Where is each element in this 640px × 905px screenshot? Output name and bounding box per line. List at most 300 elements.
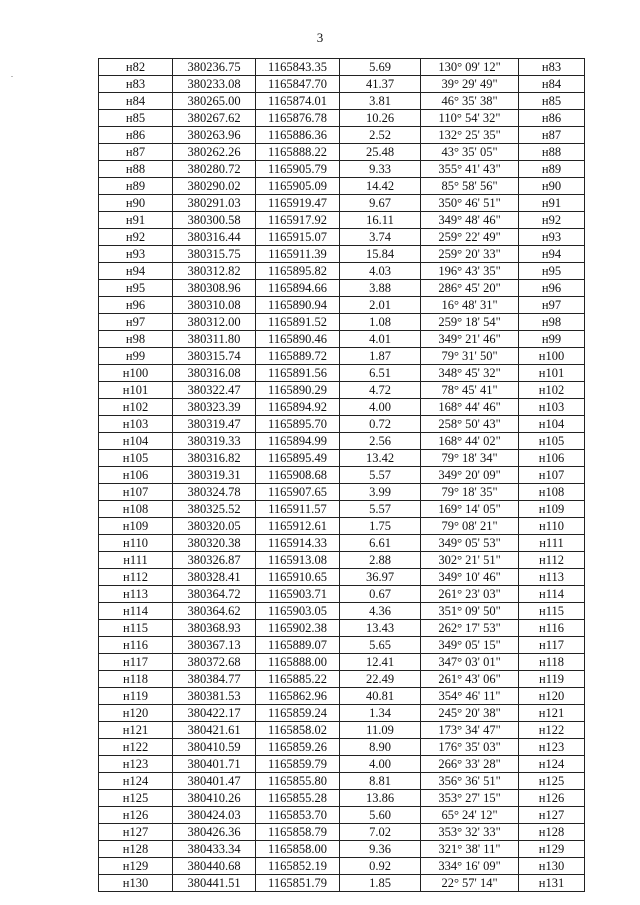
cell-coord-x: 380265.00 [173, 93, 256, 110]
table-row [99, 450, 585, 467]
cell-coord-x: 380401.47 [173, 773, 256, 790]
cell-coord-y: 1165858.79 [256, 824, 340, 841]
cell-coord-y: 1165890.94 [256, 297, 340, 314]
cell-coord-x: 380280.72 [173, 161, 256, 178]
cell-point-to: н88 [519, 144, 585, 161]
cell-coord-x: 380308.96 [173, 280, 256, 297]
cell-coord-x: 380372.68 [173, 654, 256, 671]
cell-point-from: н91 [99, 212, 173, 229]
cell-point-to: н91 [519, 195, 585, 212]
cell-direction-angle: 356° 36' 51" [421, 773, 519, 790]
cell-coord-x: 380319.33 [173, 433, 256, 450]
cell-coord-x: 380401.71 [173, 756, 256, 773]
cell-direction-angle: 349° 10' 46" [421, 569, 519, 586]
cell-point-from: н84 [99, 93, 173, 110]
cell-distance: 9.67 [340, 195, 421, 212]
cell-coord-y: 1165912.61 [256, 518, 340, 535]
cell-coord-x: 380315.75 [173, 246, 256, 263]
cell-direction-angle: 176° 35' 03" [421, 739, 519, 756]
table-row [99, 620, 585, 637]
cell-point-to: н93 [519, 229, 585, 246]
cell-direction-angle: 78° 45' 41" [421, 382, 519, 399]
cell-coord-y: 1165890.29 [256, 382, 340, 399]
cell-point-to: н100 [519, 348, 585, 365]
cell-point-from: н108 [99, 501, 173, 518]
table-row [99, 229, 585, 246]
cell-point-to: н105 [519, 433, 585, 450]
cell-direction-angle: 350° 46' 51" [421, 195, 519, 212]
cell-coord-x: 380291.03 [173, 195, 256, 212]
cell-point-from: н87 [99, 144, 173, 161]
cell-direction-angle: 353° 27' 15" [421, 790, 519, 807]
cell-point-from: н114 [99, 603, 173, 620]
cell-distance: 1.08 [340, 314, 421, 331]
cell-coord-y: 1165902.38 [256, 620, 340, 637]
cell-direction-angle: 43° 35' 05" [421, 144, 519, 161]
table-row [99, 127, 585, 144]
table-row [99, 110, 585, 127]
cell-point-to: н94 [519, 246, 585, 263]
cell-point-to: н122 [519, 722, 585, 739]
table-row [99, 382, 585, 399]
cell-point-to: н113 [519, 569, 585, 586]
cell-coord-y: 1165889.07 [256, 637, 340, 654]
cell-point-from: н86 [99, 127, 173, 144]
table-row [99, 433, 585, 450]
cell-coord-y: 1165843.35 [256, 59, 340, 76]
cell-point-from: н123 [99, 756, 173, 773]
cell-coord-y: 1165855.28 [256, 790, 340, 807]
cell-distance: 2.01 [340, 297, 421, 314]
cell-coord-y: 1165913.08 [256, 552, 340, 569]
table-row [99, 824, 585, 841]
cell-direction-angle: 130° 09' 12" [421, 59, 519, 76]
cell-point-to: н128 [519, 824, 585, 841]
cell-point-from: н89 [99, 178, 173, 195]
cell-point-from: н96 [99, 297, 173, 314]
cell-distance: 8.81 [340, 773, 421, 790]
cell-point-to: н130 [519, 858, 585, 875]
table-row [99, 467, 585, 484]
cell-distance: 1.85 [340, 875, 421, 892]
cell-coord-x: 380422.17 [173, 705, 256, 722]
table-row [99, 603, 585, 620]
cell-point-to: н87 [519, 127, 585, 144]
cell-direction-angle: 355° 41' 43" [421, 161, 519, 178]
cell-coord-x: 380315.74 [173, 348, 256, 365]
cell-point-from: н104 [99, 433, 173, 450]
cell-distance: 1.34 [340, 705, 421, 722]
cell-coord-x: 380426.36 [173, 824, 256, 841]
cell-distance: 4.00 [340, 399, 421, 416]
cell-distance: 7.02 [340, 824, 421, 841]
cell-direction-angle: 168° 44' 46" [421, 399, 519, 416]
cell-coord-x: 380320.05 [173, 518, 256, 535]
cell-distance: 10.26 [340, 110, 421, 127]
table-row [99, 501, 585, 518]
cell-coord-x: 380410.26 [173, 790, 256, 807]
cell-distance: 3.81 [340, 93, 421, 110]
cell-point-to: н129 [519, 841, 585, 858]
cell-point-from: н125 [99, 790, 173, 807]
cell-point-from: н115 [99, 620, 173, 637]
table-row [99, 535, 585, 552]
cell-point-to: н109 [519, 501, 585, 518]
cell-distance: 40.81 [340, 688, 421, 705]
cell-distance: 4.72 [340, 382, 421, 399]
cell-point-from: н121 [99, 722, 173, 739]
cell-direction-angle: 262° 17' 53" [421, 620, 519, 637]
table-row [99, 518, 585, 535]
cell-distance: 11.09 [340, 722, 421, 739]
cell-direction-angle: 110° 54' 32" [421, 110, 519, 127]
cell-point-from: н101 [99, 382, 173, 399]
cell-direction-angle: 354° 46' 11" [421, 688, 519, 705]
table-row [99, 637, 585, 654]
cell-coord-y: 1165853.70 [256, 807, 340, 824]
cell-distance: 0.67 [340, 586, 421, 603]
cell-point-to: н108 [519, 484, 585, 501]
cell-distance: 2.88 [340, 552, 421, 569]
cell-direction-angle: 245° 20' 38" [421, 705, 519, 722]
cell-distance: 5.60 [340, 807, 421, 824]
cell-direction-angle: 349° 21' 46" [421, 331, 519, 348]
cell-point-to: н92 [519, 212, 585, 229]
cell-point-from: н126 [99, 807, 173, 824]
cell-coord-x: 380421.61 [173, 722, 256, 739]
table-row [99, 841, 585, 858]
cell-point-to: н117 [519, 637, 585, 654]
cell-distance: 4.00 [340, 756, 421, 773]
cell-coord-y: 1165885.22 [256, 671, 340, 688]
cell-coord-x: 380233.08 [173, 76, 256, 93]
cell-coord-y: 1165862.96 [256, 688, 340, 705]
cell-distance: 5.65 [340, 637, 421, 654]
cell-coord-y: 1165895.82 [256, 263, 340, 280]
cell-coord-x: 380319.47 [173, 416, 256, 433]
cell-point-from: н129 [99, 858, 173, 875]
cell-direction-angle: 349° 48' 46" [421, 212, 519, 229]
cell-distance: 4.36 [340, 603, 421, 620]
cell-coord-y: 1165847.70 [256, 76, 340, 93]
cell-coord-y: 1165911.39 [256, 246, 340, 263]
cell-coord-x: 380323.39 [173, 399, 256, 416]
cell-coord-x: 380312.82 [173, 263, 256, 280]
cell-point-to: н85 [519, 93, 585, 110]
table-row [99, 416, 585, 433]
cell-point-to: н106 [519, 450, 585, 467]
cell-point-to: н104 [519, 416, 585, 433]
table-row [99, 59, 585, 76]
cell-coord-y: 1165852.19 [256, 858, 340, 875]
cell-coord-x: 380290.02 [173, 178, 256, 195]
table-row [99, 790, 585, 807]
table-row [99, 875, 585, 892]
table-row [99, 195, 585, 212]
table-row [99, 178, 585, 195]
cell-coord-y: 1165911.57 [256, 501, 340, 518]
cell-point-to: н97 [519, 297, 585, 314]
cell-coord-y: 1165858.00 [256, 841, 340, 858]
cell-distance: 16.11 [340, 212, 421, 229]
cell-point-from: н116 [99, 637, 173, 654]
cell-coord-x: 380410.59 [173, 739, 256, 756]
cell-coord-x: 380424.03 [173, 807, 256, 824]
cell-coord-y: 1165859.24 [256, 705, 340, 722]
cell-distance: 14.42 [340, 178, 421, 195]
cell-distance: 13.42 [340, 450, 421, 467]
table-row [99, 161, 585, 178]
cell-coord-y: 1165903.71 [256, 586, 340, 603]
cell-point-to: н127 [519, 807, 585, 824]
cell-direction-angle: 79° 31' 50" [421, 348, 519, 365]
cell-direction-angle: 132° 25' 35" [421, 127, 519, 144]
cell-coord-y: 1165895.70 [256, 416, 340, 433]
cell-coord-y: 1165851.79 [256, 875, 340, 892]
cell-coord-y: 1165905.09 [256, 178, 340, 195]
cell-point-from: н93 [99, 246, 173, 263]
cell-point-to: н110 [519, 518, 585, 535]
cell-coord-y: 1165905.79 [256, 161, 340, 178]
cell-direction-angle: 347° 03' 01" [421, 654, 519, 671]
table-row [99, 858, 585, 875]
cell-point-to: н126 [519, 790, 585, 807]
cell-point-to: н116 [519, 620, 585, 637]
cell-point-to: н84 [519, 76, 585, 93]
coordinates-table-body [99, 59, 585, 892]
cell-direction-angle: 259° 18' 54" [421, 314, 519, 331]
cell-coord-x: 380263.96 [173, 127, 256, 144]
cell-distance: 0.92 [340, 858, 421, 875]
cell-direction-angle: 353° 32' 33" [421, 824, 519, 841]
cell-point-from: н106 [99, 467, 173, 484]
table-row [99, 212, 585, 229]
cell-point-to: н86 [519, 110, 585, 127]
cell-distance: 1.87 [340, 348, 421, 365]
cell-point-to: н111 [519, 535, 585, 552]
cell-coord-y: 1165917.92 [256, 212, 340, 229]
cell-coord-y: 1165859.79 [256, 756, 340, 773]
cell-coord-y: 1165891.56 [256, 365, 340, 382]
cell-direction-angle: 79° 18' 34" [421, 450, 519, 467]
cell-point-from: н94 [99, 263, 173, 280]
cell-point-from: н102 [99, 399, 173, 416]
cell-distance: 2.52 [340, 127, 421, 144]
cell-distance: 25.48 [340, 144, 421, 161]
cell-direction-angle: 196° 43' 35" [421, 263, 519, 280]
cell-coord-y: 1165858.02 [256, 722, 340, 739]
cell-direction-angle: 266° 33' 28" [421, 756, 519, 773]
cell-point-to: н115 [519, 603, 585, 620]
cell-point-from: н97 [99, 314, 173, 331]
cell-coord-y: 1165859.26 [256, 739, 340, 756]
cell-distance: 36.97 [340, 569, 421, 586]
cell-point-to: н124 [519, 756, 585, 773]
cell-point-from: н112 [99, 569, 173, 586]
cell-direction-angle: 348° 45' 32" [421, 365, 519, 382]
cell-direction-angle: 79° 08' 21" [421, 518, 519, 535]
cell-coord-x: 380381.53 [173, 688, 256, 705]
cell-direction-angle: 22° 57' 14" [421, 875, 519, 892]
cell-coord-y: 1165874.01 [256, 93, 340, 110]
cell-coord-x: 380433.34 [173, 841, 256, 858]
cell-coord-x: 380310.08 [173, 297, 256, 314]
cell-coord-y: 1165891.52 [256, 314, 340, 331]
cell-coord-x: 380267.62 [173, 110, 256, 127]
cell-direction-angle: 65° 24' 12" [421, 807, 519, 824]
cell-point-from: н110 [99, 535, 173, 552]
cell-point-from: н109 [99, 518, 173, 535]
cell-point-from: н128 [99, 841, 173, 858]
cell-coord-y: 1165915.07 [256, 229, 340, 246]
cell-point-from: н118 [99, 671, 173, 688]
cell-coord-y: 1165894.92 [256, 399, 340, 416]
cell-direction-angle: 39° 29' 49" [421, 76, 519, 93]
cell-point-from: н127 [99, 824, 173, 841]
cell-coord-y: 1165888.00 [256, 654, 340, 671]
cell-coord-y: 1165889.72 [256, 348, 340, 365]
cell-point-from: н111 [99, 552, 173, 569]
cell-point-to: н99 [519, 331, 585, 348]
cell-direction-angle: 169° 14' 05" [421, 501, 519, 518]
cell-point-to: н102 [519, 382, 585, 399]
coordinates-table [98, 58, 585, 892]
table-row [99, 552, 585, 569]
cell-coord-x: 380320.38 [173, 535, 256, 552]
table-row [99, 399, 585, 416]
cell-point-to: н107 [519, 467, 585, 484]
cell-coord-y: 1165855.80 [256, 773, 340, 790]
table-row [99, 365, 585, 382]
cell-direction-angle: 349° 20' 09" [421, 467, 519, 484]
cell-coord-x: 380262.26 [173, 144, 256, 161]
cell-point-from: н83 [99, 76, 173, 93]
cell-coord-y: 1165910.65 [256, 569, 340, 586]
table-row [99, 586, 585, 603]
cell-point-to: н120 [519, 688, 585, 705]
cell-point-to: н95 [519, 263, 585, 280]
cell-direction-angle: 168° 44' 02" [421, 433, 519, 450]
cell-coord-y: 1165894.66 [256, 280, 340, 297]
cell-distance: 22.49 [340, 671, 421, 688]
cell-distance: 4.03 [340, 263, 421, 280]
cell-direction-angle: 261° 23' 03" [421, 586, 519, 603]
cell-distance: 8.90 [340, 739, 421, 756]
cell-point-to: н131 [519, 875, 585, 892]
cell-distance: 5.57 [340, 501, 421, 518]
cell-coord-x: 380440.68 [173, 858, 256, 875]
page-number: 3 [316, 30, 324, 45]
cell-point-from: н130 [99, 875, 173, 892]
cell-point-from: н105 [99, 450, 173, 467]
cell-point-to: н125 [519, 773, 585, 790]
cell-coord-y: 1165914.33 [256, 535, 340, 552]
cell-distance: 4.01 [340, 331, 421, 348]
cell-coord-y: 1165890.46 [256, 331, 340, 348]
cell-coord-x: 380324.78 [173, 484, 256, 501]
table-row [99, 144, 585, 161]
cell-coord-y: 1165894.99 [256, 433, 340, 450]
cell-coord-y: 1165888.22 [256, 144, 340, 161]
cell-coord-x: 380364.62 [173, 603, 256, 620]
cell-direction-angle: 351° 09' 50" [421, 603, 519, 620]
cell-point-from: н113 [99, 586, 173, 603]
cell-coord-x: 380316.08 [173, 365, 256, 382]
table-row [99, 807, 585, 824]
cell-distance: 3.99 [340, 484, 421, 501]
cell-direction-angle: 259° 20' 33" [421, 246, 519, 263]
cell-distance: 9.33 [340, 161, 421, 178]
cell-coord-y: 1165908.68 [256, 467, 340, 484]
table-row [99, 348, 585, 365]
cell-point-from: н122 [99, 739, 173, 756]
scan-speck [11, 76, 13, 77]
table-row [99, 280, 585, 297]
cell-distance: 2.56 [340, 433, 421, 450]
cell-coord-y: 1165907.65 [256, 484, 340, 501]
cell-point-to: н83 [519, 59, 585, 76]
cell-distance: 9.36 [340, 841, 421, 858]
cell-point-from: н107 [99, 484, 173, 501]
cell-point-from: н119 [99, 688, 173, 705]
table-row [99, 722, 585, 739]
cell-distance: 5.57 [340, 467, 421, 484]
cell-direction-angle: 349° 05' 15" [421, 637, 519, 654]
table-row [99, 569, 585, 586]
cell-coord-x: 380236.75 [173, 59, 256, 76]
cell-coord-x: 380311.80 [173, 331, 256, 348]
table-row [99, 93, 585, 110]
cell-distance: 13.43 [340, 620, 421, 637]
cell-coord-x: 380384.77 [173, 671, 256, 688]
cell-distance: 12.41 [340, 654, 421, 671]
cell-point-from: н117 [99, 654, 173, 671]
cell-distance: 3.88 [340, 280, 421, 297]
cell-direction-angle: 261° 43' 06" [421, 671, 519, 688]
table-row [99, 654, 585, 671]
cell-distance: 0.72 [340, 416, 421, 433]
cell-direction-angle: 334° 16' 09" [421, 858, 519, 875]
cell-direction-angle: 286° 45' 20" [421, 280, 519, 297]
cell-direction-angle: 46° 35' 38" [421, 93, 519, 110]
cell-coord-x: 380368.93 [173, 620, 256, 637]
cell-point-to: н98 [519, 314, 585, 331]
cell-point-from: н92 [99, 229, 173, 246]
cell-coord-y: 1165886.36 [256, 127, 340, 144]
cell-coord-x: 380300.58 [173, 212, 256, 229]
cell-coord-y: 1165903.05 [256, 603, 340, 620]
cell-point-from: н99 [99, 348, 173, 365]
table-row [99, 297, 585, 314]
cell-direction-angle: 16° 48' 31" [421, 297, 519, 314]
cell-distance: 13.86 [340, 790, 421, 807]
table-row [99, 314, 585, 331]
cell-point-from: н95 [99, 280, 173, 297]
cell-coord-x: 380319.31 [173, 467, 256, 484]
cell-direction-angle: 259° 22' 49" [421, 229, 519, 246]
cell-distance: 1.75 [340, 518, 421, 535]
cell-point-to: н101 [519, 365, 585, 382]
cell-coord-x: 380312.00 [173, 314, 256, 331]
table-row [99, 688, 585, 705]
cell-point-from: н88 [99, 161, 173, 178]
cell-coord-y: 1165919.47 [256, 195, 340, 212]
cell-coord-y: 1165876.78 [256, 110, 340, 127]
cell-coord-x: 380316.44 [173, 229, 256, 246]
cell-coord-x: 380322.47 [173, 382, 256, 399]
cell-point-to: н112 [519, 552, 585, 569]
cell-coord-x: 380364.72 [173, 586, 256, 603]
